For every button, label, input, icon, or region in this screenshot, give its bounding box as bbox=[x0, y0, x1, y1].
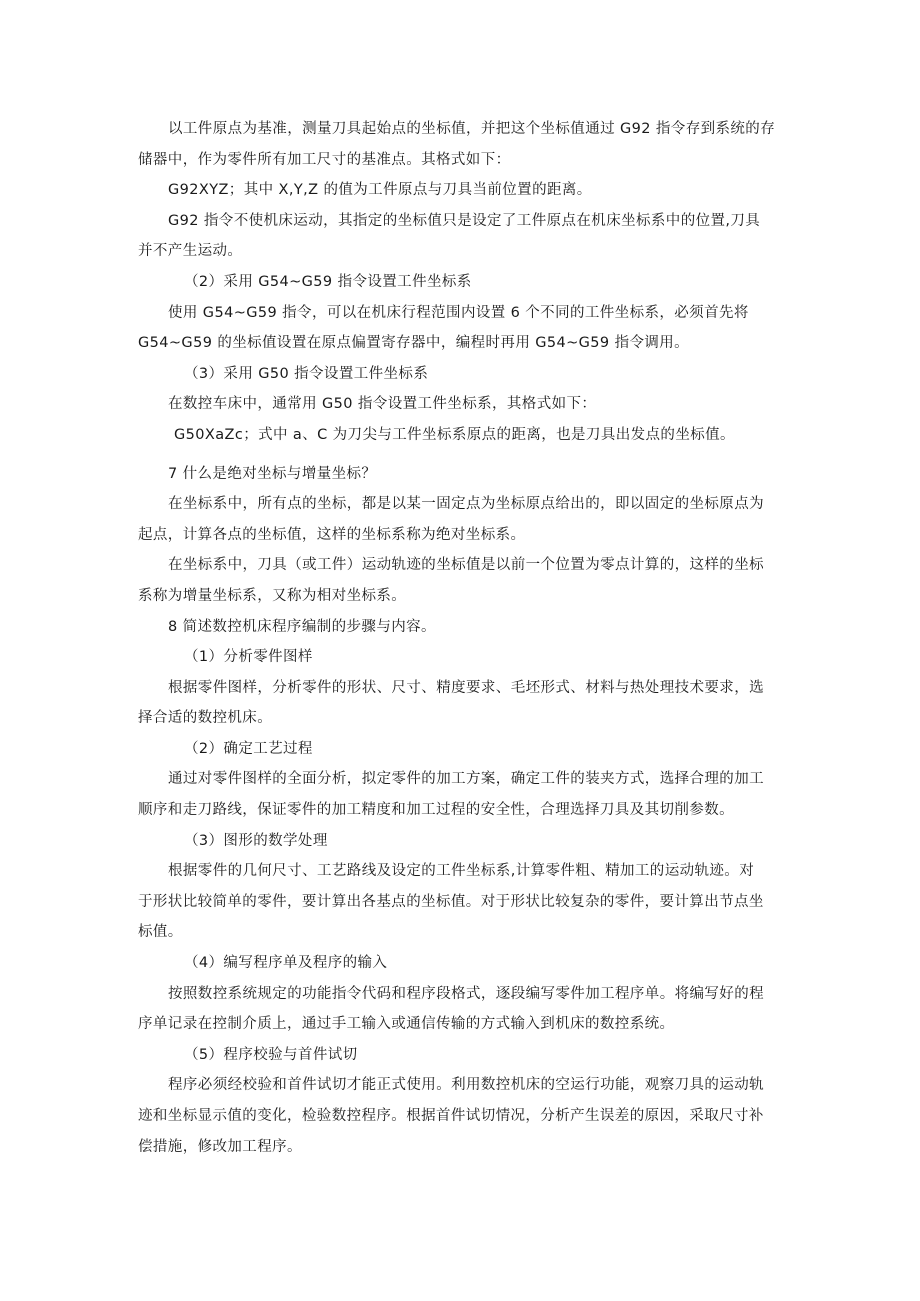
text-line: 8 简述数控机床程序编制的步骤与内容。 bbox=[168, 618, 436, 635]
text-line: （2）采用 G54~G59 指令设置工件坐标系 bbox=[184, 273, 472, 290]
text-line: 并不产生运动。 bbox=[138, 243, 243, 260]
body-text bbox=[138, 114, 784, 1162]
text-line: 7 什么是绝对坐标与增量坐标？ bbox=[168, 465, 377, 482]
text-line: 在坐标系中，刀具（或工件）运动轨迹的坐标值是以前一个位置为零点计算的，这样的坐标 bbox=[168, 557, 764, 574]
text-line: 以工件原点为基准，测量刀具起始点的坐标值，并把这个坐标值通过 G92 指令存到系统的存 bbox=[168, 121, 776, 137]
text-line: G92XYZ；其中 X,Y,Z 的值为工件原点与刀具当前位置的距离。 bbox=[168, 182, 592, 199]
text-line: 偿措施，修改加工程序。 bbox=[138, 1138, 302, 1155]
text-line: （2）确定工艺过程 bbox=[184, 740, 313, 757]
text-line: 顺序和走刀路线，保证零件的加工精度和加工过程的安全性，合理选择刀具及其切削参数。 bbox=[138, 802, 734, 819]
text-line: 储器中，作为零件所有加工尺寸的基准点。其格式如下： bbox=[138, 151, 511, 168]
text-line: G54~G59 的坐标值设置在原点偏置寄存器中，编程时再用 G54~G59 指令调用。 bbox=[138, 335, 690, 352]
text-line: 在数控车床中，通常用 G50 指令设置工件坐标系，其格式如下： bbox=[168, 396, 597, 413]
text-line: （3）图形的数学处理 bbox=[184, 832, 328, 849]
text-line: G50XaZc；式中 a、C 为刀尖与工件坐标系原点的距离，也是刀具出发点的坐标值。 bbox=[174, 426, 735, 443]
text-line: 使用 G54~G59 指令，可以在机床行程范围内设置 6 个不同的工件坐标系，必须首先将 bbox=[168, 304, 749, 321]
text-line: 起点，计算各点的坐标值，这样的坐标系称为绝对坐标系。 bbox=[138, 526, 526, 543]
text-line: G92 指令不使机床运动，其指定的坐标值只是设定了工件原点在机床坐标系中的位置,刀具 bbox=[168, 212, 761, 229]
text-line: 按照数控系统规定的功能指令代码和程序段格式，逐段编写零件加工程序单。将编写好的程 bbox=[168, 985, 764, 1002]
text-line: （4）编写程序单及程序的输入 bbox=[184, 955, 388, 972]
text-line: （1）分析零件图样 bbox=[184, 649, 313, 666]
text-line: 系称为增量坐标系，又称为相对坐标系。 bbox=[138, 587, 407, 604]
text-line: 根据零件图样，分析零件的形状、尺寸、精度要求、毛坯形式、材料与热处理技术要求，选 bbox=[168, 679, 764, 696]
text-line: 通过对零件图样的全面分析，拟定零件的加工方案，确定工件的装夹方式，选择合理的加工 bbox=[168, 771, 764, 788]
text-line: 在坐标系中，所有点的坐标，都是以某一固定点为坐标原点给出的，即以固定的坐标原点为 bbox=[168, 496, 764, 513]
text-line: （3）采用 G50 指令设置工件坐标系 bbox=[184, 365, 429, 382]
text-line: 择合适的数控机床。 bbox=[138, 710, 273, 727]
text-line: 于形状比较简单的零件，要计算出各基点的坐标值。对于形状比较复杂的零件，要计算出节点坐 bbox=[138, 893, 764, 910]
text-line: （5）程序校验与首件试切 bbox=[184, 1046, 358, 1063]
text-line: 程序必须经校验和首件试切才能正式使用。利用数控机床的空运行功能，观察刀具的运动轨 bbox=[168, 1077, 764, 1094]
text-line: 迹和坐标显示值的变化，检验数控程序。根据首件试切情况，分析产生误差的原因，采取尺寸补 bbox=[138, 1108, 764, 1124]
text-line: 标值。 bbox=[138, 924, 183, 941]
text-line: 根据零件的几何尺寸、工艺路线及设定的工件坐标系,计算零件粗、精加工的运动轨迹。对 bbox=[168, 863, 755, 880]
text-line: 序单记录在控制介质上，通过手工输入或通信传输的方式输入到机床的数控系统。 bbox=[138, 1016, 675, 1033]
